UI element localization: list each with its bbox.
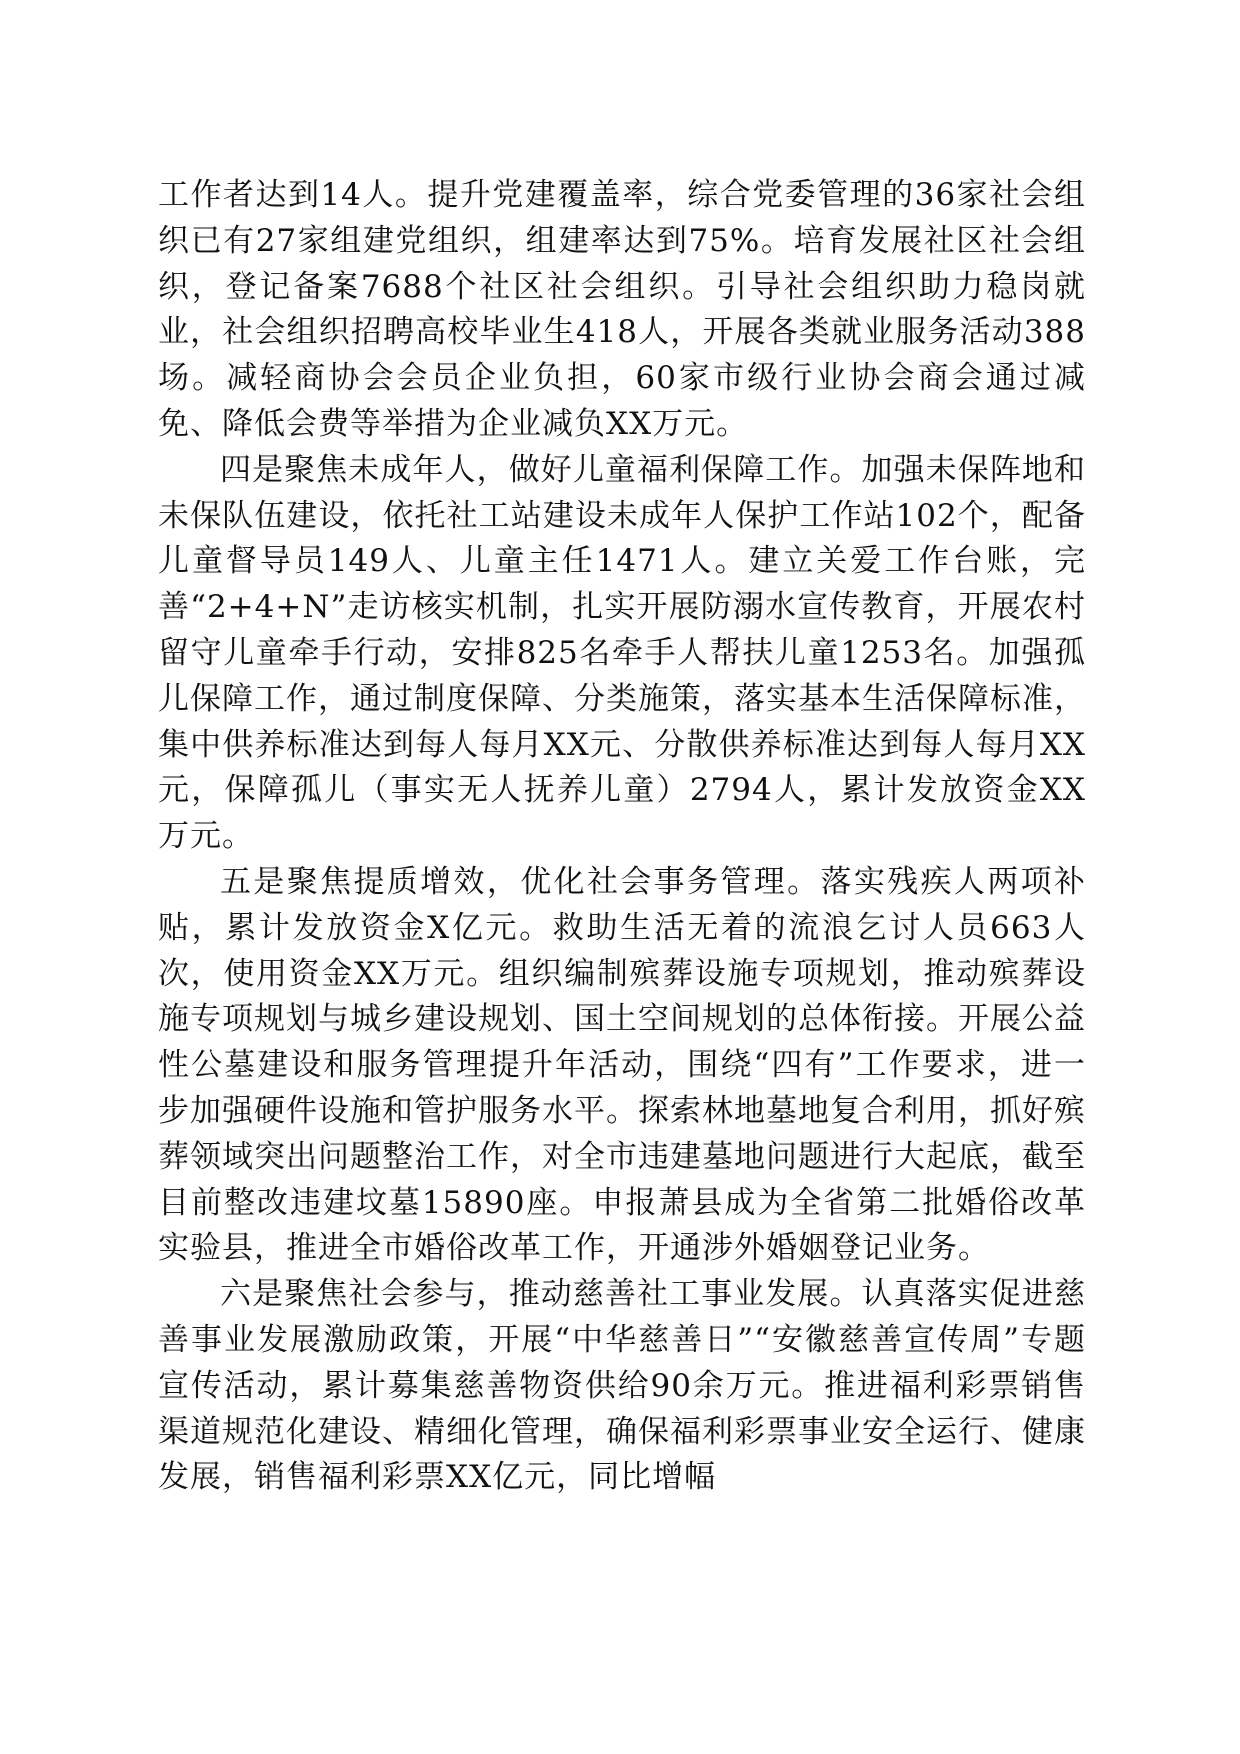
paragraph-continuation: 工作者达到14人。提升党建覆盖率，综合党委管理的36家社会组织已有27家组建党组织，组建率达到75%。培育发展社区社会组织，登记备案7688个社区社会组织。引导社会组织助力稳岗就业，社会组织招聘高校毕业生418人，开展各类就业服务活动388场。减轻商协会会员企业负担，60家市级行业协会商会通过减免、降低会费等举措为企业减负XX万元。 [158, 177, 1086, 442]
paragraph-social-affairs: 五是聚焦提质增效，优化社会事务管理。落实残疾人两项补贴，累计发放资金X亿元。救助生活无着的流浪乞讨人员663人次，使用资金XX万元。组织编制殡葬设施专项规划，推动殡葬设施专项规划与城乡建设规划、国土空间规划的总体衔接。开展公益性公墓建设和服务管理提升年活动，围绕“四有”工作要求，进一步加强硬件设施和管护服务水平。探索林地墓地复合利用，抓好殡葬领域突出问题整治工作，对全市违建墓地问题进行大起底，截至目前整改违建坟墓15890座。申报萧县成为全省第二批婚俗改革实验县，推进全市婚俗改革工作，开通涉外婚姻登记业务。 [158, 863, 1086, 1267]
paragraph-charity-social-work: 六是聚焦社会参与，推动慈善社工事业发展。认真落实促进慈善事业发展激励政策，开展“中华慈善日”“安徽慈善宣传周”专题宣传活动，累计募集慈善物资供给90余万元。推进福利彩票销售渠道规范化建设、精细化管理，确保福利彩票事业安全运行、健康发展，销售福利彩票XX亿元，同比增幅 [158, 1276, 1086, 1496]
document-body [158, 173, 1086, 1501]
paragraph-child-welfare: 四是聚焦未成年人，做好儿童福利保障工作。加强未保阵地和未保队伍建设，依托社工站建设未成年人保护工作站102个，配备儿童督导员149人、儿童主任1471人。建立关爱工作台账，完善“2+4+N”走访核实机制，扎实开展防溺水宣传教育，开展农村留守儿童牵手行动，安排825名牵手人帮扶儿童1253名。加强孤儿保障工作，通过制度保障、分类施策，落实基本生活保障标准，集中供养标准达到每人每月XX元、分散供养标准达到每人每月XX元，保障孤儿（事实无人抚养儿童）2794人，累计发放资金XX万元。 [158, 451, 1086, 855]
